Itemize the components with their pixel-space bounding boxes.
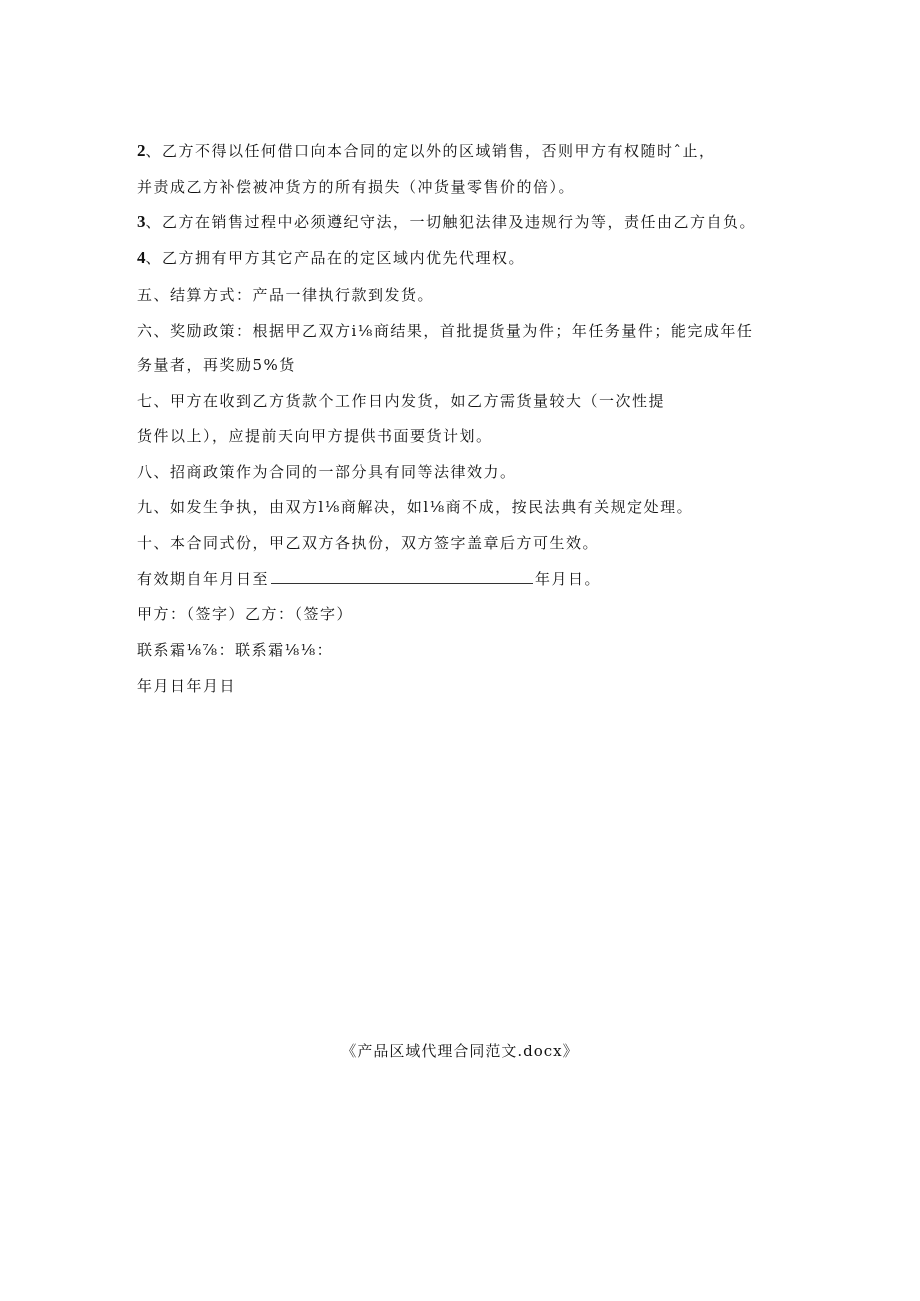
clause-text: 九、如发生争执，由双方l⅛商解决，如l⅛商不成，按民法典有关规定处理。 bbox=[137, 498, 694, 516]
contact-line bbox=[137, 640, 333, 660]
clause-3 bbox=[137, 212, 756, 232]
clause-text: 五、结算方式：产品一律执行款到发货。 bbox=[137, 286, 435, 304]
clause-number: 3 bbox=[137, 212, 146, 231]
section-6-incentive-line-1 bbox=[137, 321, 753, 341]
clause-text: 七、甲方在收到乙方货款个工作日内发货，如乙方需货量较大（一次性提 bbox=[137, 392, 666, 410]
clause-4 bbox=[137, 248, 525, 268]
clause-2-line-1 bbox=[137, 141, 716, 161]
section-7-delivery-line-1 bbox=[137, 391, 665, 411]
signature-line bbox=[137, 604, 353, 624]
document-filename-footer: 《产品区域代理合同范文.docx》 bbox=[341, 1042, 579, 1060]
date-text: 年月日年月日 bbox=[137, 677, 237, 695]
section-10-copies bbox=[137, 533, 599, 553]
validity-before: 有效期自年月日至 bbox=[137, 570, 270, 588]
clause-text: 、乙方拥有甲方其它产品在的定区域内优先代理权。 bbox=[145, 249, 526, 267]
clause-number: 2 bbox=[137, 141, 146, 160]
date-line bbox=[137, 676, 236, 696]
contact-text: 联系霜⅛⅞：联系霜⅛⅛： bbox=[137, 641, 334, 659]
section-5-settlement bbox=[137, 285, 434, 305]
clause-text: 十、本合同式份，甲乙双方各执份，双方签字盖章后方可生效。 bbox=[137, 534, 600, 552]
section-9-dispute bbox=[137, 497, 693, 517]
clause-2-line-2 bbox=[137, 177, 575, 197]
validity-date-blank[interactable] bbox=[271, 569, 533, 584]
clause-number: 4 bbox=[137, 248, 146, 267]
clause-text: 、乙方在销售过程中必须遵纪守法，一切触犯法律及违规行为等，责任由乙方自负。 bbox=[145, 213, 757, 231]
section-6-incentive-line-2 bbox=[137, 355, 296, 375]
clause-text: 八、招商政策作为合同的一部分具有同等法律效力。 bbox=[137, 463, 517, 481]
clause-text: 六、奖励政策：根据甲乙双方i⅛商结果，首批提货量为件；年任务量件；能完成年任 bbox=[137, 322, 754, 340]
clause-text: 并责成乙方补偿被冲货方的所有损失（冲货量零售价的倍）。 bbox=[137, 178, 576, 196]
clause-text: 、乙方不得以任何借口向本合同的定以外的区域销售，否则甲方有权随时ˆ止， bbox=[145, 142, 716, 160]
section-8-policy bbox=[137, 462, 517, 482]
signature-text: 甲方：（签字）乙方：（签字） bbox=[137, 605, 354, 623]
validity-line bbox=[137, 569, 601, 589]
section-7-delivery-line-2 bbox=[137, 426, 493, 446]
clause-text: 货件以上），应提前天向甲方提供书面要货计划。 bbox=[137, 427, 493, 445]
validity-after: 年月日。 bbox=[535, 570, 602, 588]
clause-text: 务量者，再奖励5%货 bbox=[137, 356, 296, 374]
